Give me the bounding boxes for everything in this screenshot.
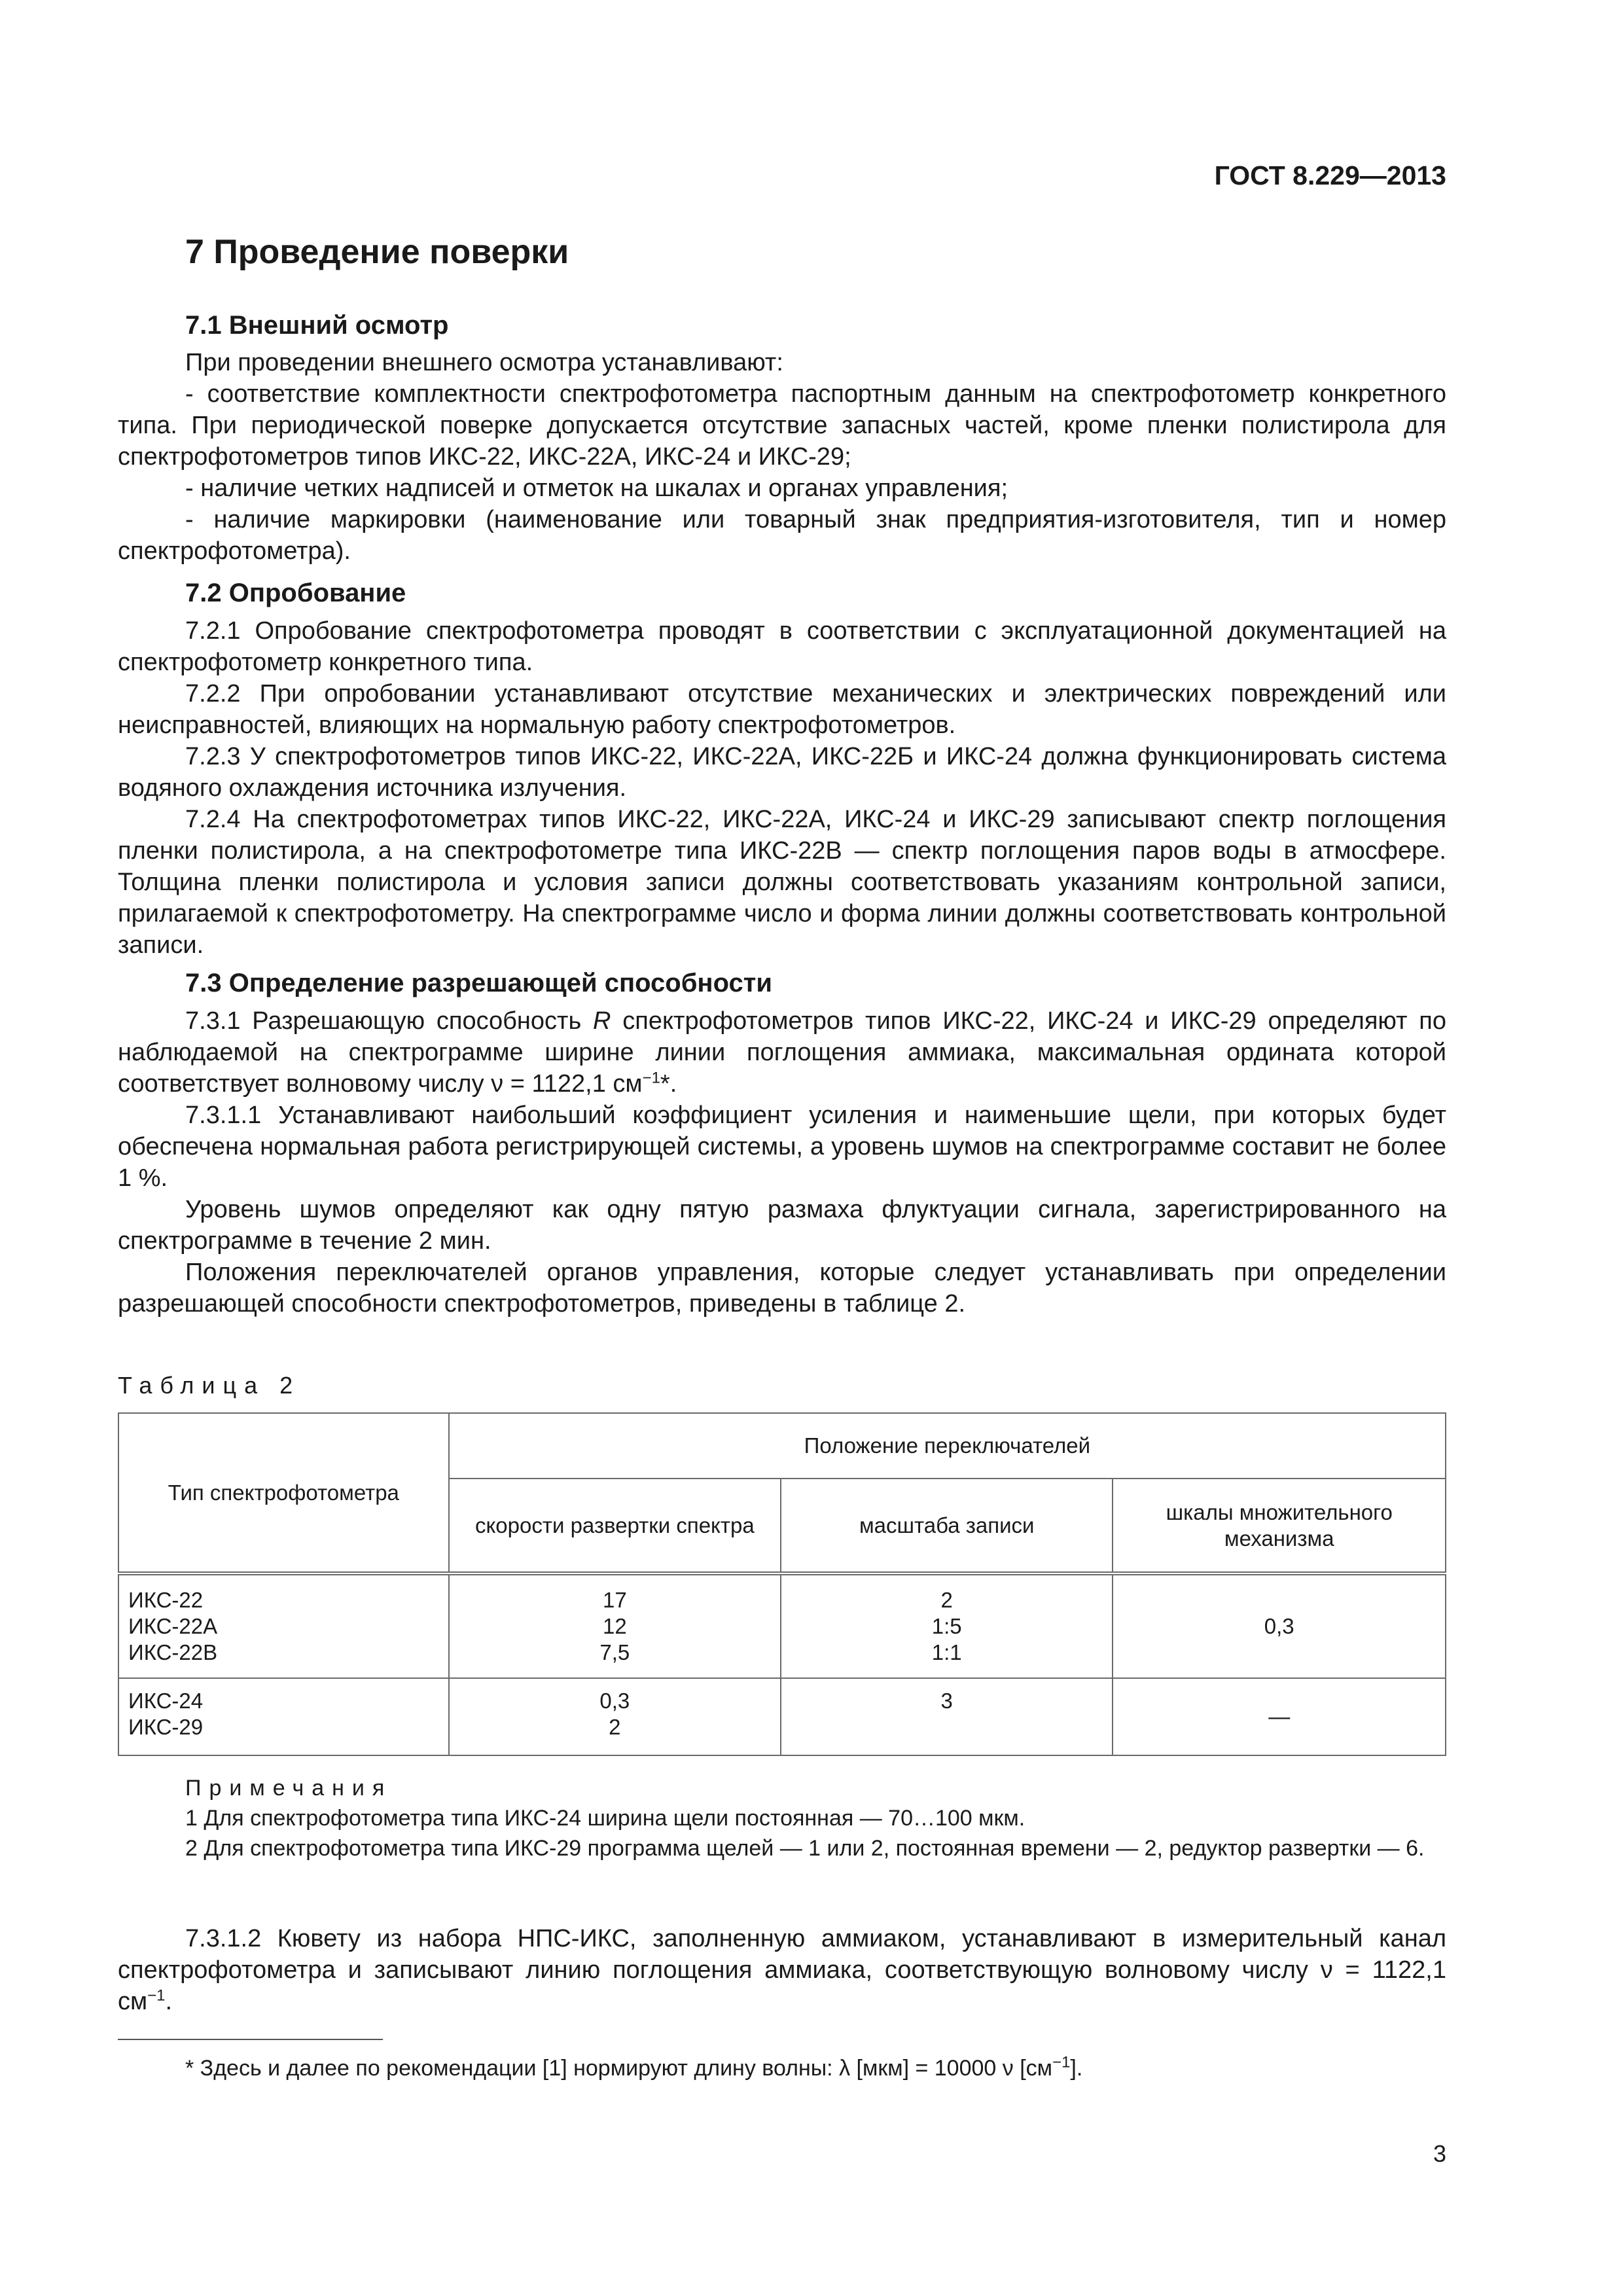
section-7-3-1-1: 7.3.1.1 Устанавливают наибольший коэффициент усиления и наименьшие щели, при которых будет обеспечена нормальная работа регистрирующей системы, а уровень шумов на спектрограмме составит не более 1 %. xyxy=(118,1102,1446,1192)
section-7-1-item-2: - наличие четких надписей и отметок на шкалах и органах управления; xyxy=(185,475,1008,502)
header-multiplier-scale: шкалы множительного механизма xyxy=(1113,1479,1446,1573)
noise-level-paragraph: Уровень шумов определяют как одну пятую размаха флуктуации сигнала, зарегистрированного на спектрограмме в течение 2 мин. xyxy=(118,1196,1446,1255)
section-7-2-2: 7.2.2 При опробовании устанавливают отсутствие механических и электрических повреждений или неисправностей, влияющих на нормальную работу спектрофотометров. xyxy=(118,680,1446,739)
footnote: * Здесь и далее по рекомендации [1] нормируют длину волны: λ [мкм] = 10000 ν $[см^{-1}]$. xyxy=(185,2053,1083,2081)
section-7-2-4: 7.2.4 На спектрофотометрах типов ИКС-22, ИКС-22А, ИКС-24 и ИКС-29 записывают спектр поглощения пленки полистирола, а на спектрофотометре типа ИКС-22В — спектр поглощения паров воды в атмосфере. Толщина пленки полистирола и условия записи должны соответствовать указаниям контрольной записи, прилагаемой к спектрофотометру. На спектрограмме число и форма линии должны соответствовать контрольной записи. xyxy=(118,806,1446,959)
page-number: 3 xyxy=(1433,2140,1446,2167)
notes-title: Примечания xyxy=(185,1776,393,1801)
table-row-1-speed: 17 12 7,5 xyxy=(449,1573,781,1678)
table-row-1-types: ИКС-22 ИКС-22А ИКС-22В xyxy=(118,1573,449,1678)
document-number: ГОСТ 8.229—2013 xyxy=(1214,160,1446,190)
header-switch-positions: Положение переключателей xyxy=(449,1413,1446,1479)
section-7-1-intro: При проведении внешнего осмотра устанавливают: xyxy=(185,349,783,376)
section-7-title: 7 Проведение поверки xyxy=(185,233,569,271)
section-7-1-title: 7.1 Внешний осмотр xyxy=(185,311,449,340)
table-row-1-scale: 2 1:5 1:1 xyxy=(781,1573,1113,1678)
table-row-2-types: ИКС-24 ИКС-29 xyxy=(118,1678,449,1755)
header-spectrophotometer-type: Тип спектрофотометра xyxy=(118,1413,449,1573)
table-2-caption: Таблица 2 xyxy=(118,1372,301,1399)
table-row-2-multiplier: — xyxy=(1113,1678,1446,1755)
section-7-3-title: 7.3 Определение разрешающей способности xyxy=(185,969,772,997)
note-2: 2 Для спектрофотометра типа ИКС-29 программа щелей — 1 или 2, постоянная времени — 2, редуктор развертки — 6. xyxy=(185,1836,1425,1861)
section-7-1-item-1: - соответствие комплектности спектрофотометра паспортным данным на спектрофотометр конкретного типа. При периодической поверке допускается отсутствие запасных частей, кроме пленки полистирола для спектрофотометров типов ИКС-22, ИКС-22А, ИКС-24 и ИКС-29; xyxy=(118,380,1446,471)
table-row-2-scale: 3 xyxy=(781,1678,1113,1755)
table-2 xyxy=(118,1412,1446,1756)
section-7-3-1-2: 7.3.1.2 Кювету из набора НПС-ИКС, заполненную аммиаком, устанавливают в измерительный канал спектрофотометра и записывают линию поглощения аммиака, соответствующую волновому числу ν = 1122,1 $см^{-1}$. xyxy=(118,1925,1446,2015)
section-7-2-1: 7.2.1 Опробование спектрофотометра проводят в соответствии с эксплуатационной документацией на спектрофотометр конкретного типа. xyxy=(118,617,1446,676)
section-7-3-1: 7.3.1 Разрешающую способность R спектрофотометров типов ИКС-22, ИКС-24 и ИКС-29 определяют по наблюдаемой на спектрограмме ширине линии поглощения аммиака, максимальная ордината которой соответствует волновому числу ν = 1122,1 $см^{-1}*$. xyxy=(118,1007,1446,1098)
section-7-2-title: 7.2 Опробование xyxy=(185,579,406,607)
section-7-1-item-3: - наличие маркировки (наименование или товарный знак предприятия-изготовителя, тип и номер спектрофотометра). xyxy=(118,506,1446,565)
header-record-scale: масштаба записи xyxy=(781,1479,1113,1573)
switch-positions-paragraph: Положения переключателей органов управления, которые следует устанавливать при определении разрешающей способности спектрофотометров, приведены в таблице 2. xyxy=(118,1259,1446,1318)
note-1: 1 Для спектрофотометра типа ИКС-24 ширина щели постоянная — 70…100 мкм. xyxy=(185,1806,1026,1831)
header-scan-speed: скорости развертки спектра xyxy=(449,1479,781,1573)
footnote-separator xyxy=(118,2039,383,2040)
table-row-1-multiplier: 0,3 xyxy=(1113,1573,1446,1678)
section-7-2-3: 7.2.3 У спектрофотометров типов ИКС-22, ИКС-22А, ИКС-22Б и ИКС-24 должна функционировать система водяного охлаждения источника излучения. xyxy=(118,743,1446,802)
table-row-2-speed: 0,3 2 xyxy=(449,1678,781,1755)
